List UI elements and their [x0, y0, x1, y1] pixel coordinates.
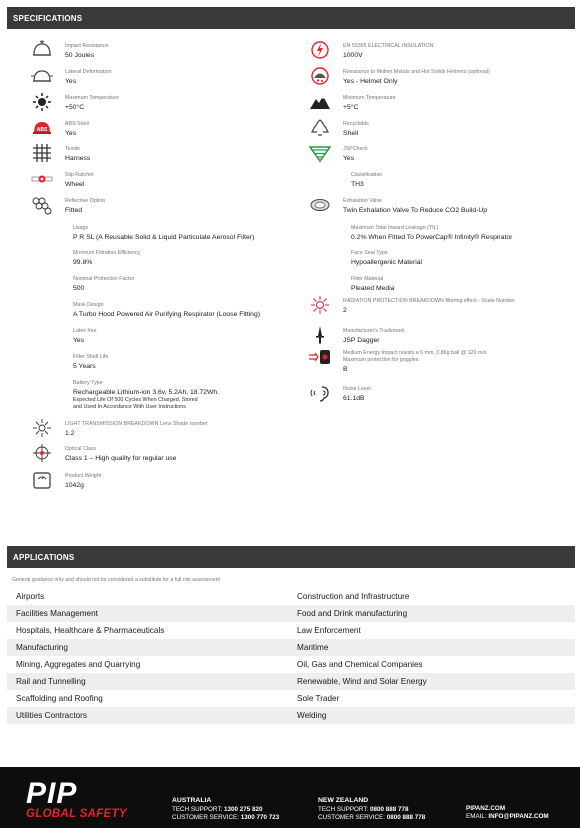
spec-label: Face Seal Type	[351, 250, 388, 256]
spec-item	[27, 222, 292, 242]
spec-label: Medium Energy Impact resists a 6 mm, 0.86g ball @ 120 m/s	[343, 350, 487, 356]
spec-text	[57, 118, 89, 138]
light-transmission-icon	[27, 418, 57, 438]
table-row	[7, 690, 575, 707]
table-row	[7, 707, 575, 724]
spec-item	[27, 470, 292, 490]
spec-note: and Used In Accordance With User Instructions	[73, 404, 186, 411]
spec-item	[27, 273, 292, 293]
spec-item	[27, 195, 292, 215]
application-cell: Oil, Gas and Chemical Companies	[297, 660, 423, 669]
spec-text	[65, 377, 219, 411]
spec-label: Classification	[351, 172, 383, 178]
spec-label: Latex free	[73, 328, 97, 334]
sun-hot-icon	[27, 92, 57, 112]
application-cell: Manufacturing	[16, 643, 68, 652]
spec-text	[343, 273, 394, 293]
spec-label: Nominal Protection Factor	[73, 276, 135, 282]
pip-logo	[26, 777, 156, 821]
spec-item	[305, 325, 575, 345]
slip-ratchet-icon	[27, 169, 57, 189]
spec-value: 2	[343, 307, 347, 314]
spec-value: 99.8%	[73, 259, 93, 266]
spec-text	[57, 66, 112, 86]
spec-label: Impact Resistance	[65, 43, 109, 49]
spec-text	[65, 247, 140, 267]
application-cell: Scaffolding and Roofing	[16, 694, 103, 703]
spec-value: +5°C	[343, 104, 359, 111]
spec-value: B	[343, 366, 348, 373]
spec-item	[27, 299, 292, 319]
spec-label: Battery Type	[73, 380, 103, 386]
spec-value: 0.2% When Fitted To PowerCap® Infinity® Respirator	[351, 234, 513, 241]
spec-icon-placeholder	[305, 222, 343, 242]
spec-text	[335, 143, 368, 163]
footer-email-label: EMAIL:	[466, 813, 487, 820]
spec-label: LIGHT TRANSMISSION BREAKDOWN Lens Shade number	[65, 421, 208, 427]
spec-item	[305, 273, 575, 293]
spec-text	[335, 118, 369, 138]
spec-text	[65, 222, 254, 242]
spec-item	[27, 443, 292, 463]
spec-label: Maximum Total Inward Leakage (TIL)	[351, 225, 439, 231]
spec-item	[27, 247, 292, 267]
footer-nz-cust-phone[interactable]: 0800 888 778	[386, 814, 426, 821]
spec-label: Filter Material	[351, 276, 384, 282]
spec-icon-placeholder	[27, 377, 65, 397]
spec-label: Reflective Option	[65, 198, 106, 204]
application-cell: Welding	[297, 711, 327, 720]
spec-text	[65, 325, 97, 345]
spec-icon-placeholder	[27, 273, 65, 293]
logo-wordmark: PIP	[26, 777, 78, 810]
spec-value: 50 Joules	[65, 52, 95, 59]
spec-label: JSPCheck	[343, 146, 368, 152]
spec-value: Yes	[343, 155, 355, 162]
table-row	[7, 639, 575, 656]
spec-item	[27, 377, 292, 411]
spec-label: Lateral Deformation	[65, 69, 112, 75]
footer-nz-tech-phone[interactable]: 0800 888 778	[370, 806, 409, 813]
spec-value: A Turbo Hood Powered Air Purifying Respirator (Loose Fitting)	[73, 311, 261, 318]
spec-text	[65, 351, 108, 371]
spec-text	[335, 40, 433, 60]
recycle-icon	[305, 118, 335, 138]
spec-label: Textile	[65, 146, 81, 152]
spec-note: Expected Life Of 500 Cycles When Charged, Stored	[73, 397, 198, 403]
svg-text:ABS: ABS	[36, 127, 48, 133]
spec-icon-placeholder	[27, 325, 65, 345]
spec-text	[57, 195, 105, 215]
spec-value: 1000V	[343, 52, 363, 59]
spec-item	[27, 325, 292, 345]
spec-value: 500	[73, 285, 85, 292]
application-cell: Food and Drink manufacturing	[297, 609, 408, 618]
spec-item	[305, 247, 575, 267]
specifications-title: SPECIFICATIONS	[13, 13, 83, 23]
spec-item	[27, 92, 292, 112]
dagger-icon	[305, 325, 335, 345]
reflective-icon	[27, 195, 57, 215]
spec-text	[335, 325, 405, 345]
spec-text	[57, 443, 176, 463]
cold-mountain-icon	[305, 92, 335, 112]
spec-icon-placeholder	[305, 273, 343, 293]
spec-item	[305, 66, 575, 86]
noise-ear-icon	[305, 383, 335, 403]
spec-text	[57, 143, 90, 163]
application-cell: Construction and Infrastructure	[297, 592, 410, 601]
spec-value: P R SL (A Reusable Solid & Liquid Particulate Aerosol Filter)	[73, 234, 255, 241]
spec-value: Hypoallergenic Material	[351, 259, 423, 266]
spec-item	[305, 40, 575, 60]
exhalation-valve-icon	[305, 195, 335, 215]
spec-label: Mask Design	[73, 302, 104, 308]
spec-label: Noise Level	[343, 386, 371, 392]
spec-value: Yes	[73, 337, 85, 344]
footer-au-tech-phone[interactable]: 1300 275 820	[224, 806, 263, 813]
spec-value: Harness	[65, 155, 91, 162]
applications-title: APPLICATIONS	[13, 552, 75, 562]
footer-nz-cust-label: CUSTOMER SERVICE:	[318, 814, 385, 821]
spec-icon-placeholder	[27, 222, 65, 242]
application-cell: Law Enforcement	[297, 626, 361, 635]
application-cell: Utilities Contractors	[16, 711, 87, 720]
molten-metal-icon	[305, 66, 335, 86]
spec-label: Resistance to Molten Metals and Hot Solids Helmets (optional)	[343, 69, 490, 75]
footer-australia-title: AUSTRALIA	[172, 797, 212, 804]
table-row	[7, 605, 575, 622]
spec-text	[57, 169, 94, 189]
footer-nz-tech-label: TECH SUPPORT:	[318, 806, 369, 813]
application-cell: Maritime	[297, 643, 329, 652]
footer-au-tech-label: TECH SUPPORT:	[172, 806, 223, 813]
footer-au-cust-label: CUSTOMER SERVICE:	[172, 814, 239, 821]
spec-text	[57, 470, 101, 490]
table-row	[7, 588, 575, 605]
spec-label: Maximum Temperature	[65, 95, 120, 101]
applications-header	[7, 546, 575, 568]
spec-label: RADIATION PROTECTION BREAKDOWN filtering effect - Scale Number	[343, 298, 515, 304]
spec-item	[305, 222, 575, 242]
electrical-insulation-icon	[305, 40, 335, 60]
abs-shell-icon	[27, 118, 57, 138]
footer-website-link[interactable]: PIPANZ.COM	[466, 805, 506, 812]
logo-tagline: GLOBAL SAFETY	[26, 808, 127, 820]
spec-value: 1042g	[65, 482, 84, 489]
spec-value: +50°C	[65, 104, 85, 111]
spec-icon-placeholder	[27, 351, 65, 371]
spec-label: Minimum Filtration Efficiency	[73, 250, 141, 256]
application-cell: Renewable, Wind and Solar Energy	[297, 677, 427, 686]
spec-item	[27, 418, 292, 438]
spec-icon-placeholder	[27, 247, 65, 267]
spec-item	[305, 383, 575, 403]
spec-value: Shell	[343, 130, 359, 137]
spec-item	[27, 40, 292, 60]
spec-value: 5 Years	[73, 363, 96, 370]
spec-item	[305, 169, 575, 189]
spec-item	[305, 118, 575, 138]
table-row	[7, 673, 575, 690]
application-cell: Mining, Aggregates and Quarrying	[16, 660, 141, 669]
scale-weight-icon	[27, 470, 57, 490]
spec-item	[305, 347, 575, 374]
spec-value: Yes	[65, 78, 77, 85]
spec-value: Twin Exhalation Valve To Reduce CO2 Build-Up	[343, 207, 488, 214]
jspcheck-icon	[305, 143, 335, 163]
spec-text	[335, 295, 515, 315]
spec-value: TH3	[351, 181, 364, 188]
spec-item	[27, 118, 292, 138]
specifications-header	[7, 7, 575, 29]
footer-new-zealand	[318, 797, 425, 822]
spec-label: Recyclable	[343, 121, 369, 127]
spec-value: 1.2	[65, 430, 75, 437]
spec-item	[305, 195, 575, 215]
spec-value: Fitted	[65, 207, 82, 214]
spec-item	[305, 143, 575, 163]
spec-text	[57, 40, 109, 60]
footer-web	[466, 805, 549, 821]
spec-label-secondary: Maximum protection for goggles.	[343, 357, 420, 363]
spec-item	[305, 92, 575, 112]
textile-grid-icon	[27, 143, 57, 163]
spec-item	[27, 143, 292, 163]
spec-label: Exhalation Valve	[343, 198, 383, 204]
spec-text	[335, 66, 490, 86]
optical-class-icon	[27, 443, 57, 463]
spec-value: Wheel	[65, 181, 85, 188]
spec-value: JSP Dagger	[343, 337, 380, 344]
footer-nz-title: NEW ZEALAND	[318, 797, 369, 804]
spec-text	[57, 418, 208, 438]
radiation-icon	[305, 295, 335, 315]
spec-text	[65, 273, 134, 293]
table-row	[7, 622, 575, 639]
spec-text	[57, 92, 119, 112]
spec-item	[27, 66, 292, 86]
spec-text	[335, 347, 486, 374]
spec-label: Usage	[73, 225, 89, 231]
spec-value: Pleated Media	[351, 285, 395, 292]
spec-item	[27, 351, 292, 371]
spec-label: Product Weight	[65, 473, 102, 479]
application-cell: Hospitals, Healthcare & Pharmaceuticals	[16, 626, 165, 635]
spec-label: EN 50365 ELECTRICAL INSULATION	[343, 43, 434, 49]
spec-text	[343, 169, 382, 189]
helmet-impact-icon	[27, 40, 57, 60]
spec-value: Yes - Helmet Only	[343, 78, 398, 85]
spec-label: Minimum Temperature	[343, 95, 396, 101]
spec-text	[335, 195, 487, 215]
application-cell: Sole Trader	[297, 694, 340, 703]
spec-label: Slip Ratchet	[65, 172, 94, 178]
helmet-lateral-icon	[27, 66, 57, 86]
spec-icon-placeholder	[305, 169, 343, 189]
spec-text	[65, 299, 260, 319]
footer-email-link[interactable]: INFO@PIPANZ.COM	[488, 813, 549, 820]
spec-text	[335, 383, 371, 403]
spec-label: Optical Class	[65, 446, 97, 452]
applications-table	[7, 588, 575, 724]
applications-note: General guidance only and should not be considered a substitute for a full risk assessment	[12, 577, 220, 583]
spec-icon-placeholder	[305, 247, 343, 267]
spec-item	[27, 169, 292, 189]
medium-energy-impact-icon	[305, 347, 335, 367]
application-cell: Rail and Tunnelling	[16, 677, 86, 686]
spec-label: Filter Shelf Life	[73, 354, 109, 360]
application-cell: Airports	[16, 592, 45, 601]
spec-text	[335, 92, 396, 112]
spec-value: 61.1dB	[343, 395, 365, 402]
spec-value: Yes	[65, 130, 77, 137]
spec-label: ABS Shell	[65, 121, 89, 127]
spec-label: Manufacturer's Trademark	[343, 328, 405, 334]
spec-text	[343, 247, 422, 267]
footer	[0, 767, 580, 828]
table-row	[7, 656, 575, 673]
spec-item	[305, 295, 575, 315]
spec-value: Rechargeable Lithium-ion 3.6v, 5.2Ah, 18.72Wh.	[73, 389, 220, 396]
footer-au-cust-phone[interactable]: 1300 770 723	[240, 814, 280, 821]
footer-australia	[172, 797, 279, 822]
spec-text	[343, 222, 512, 242]
spec-value: Class 1 – High quality for regular use	[65, 455, 177, 462]
spec-icon-placeholder	[27, 299, 65, 319]
application-cell: Facilities Management	[16, 609, 98, 618]
